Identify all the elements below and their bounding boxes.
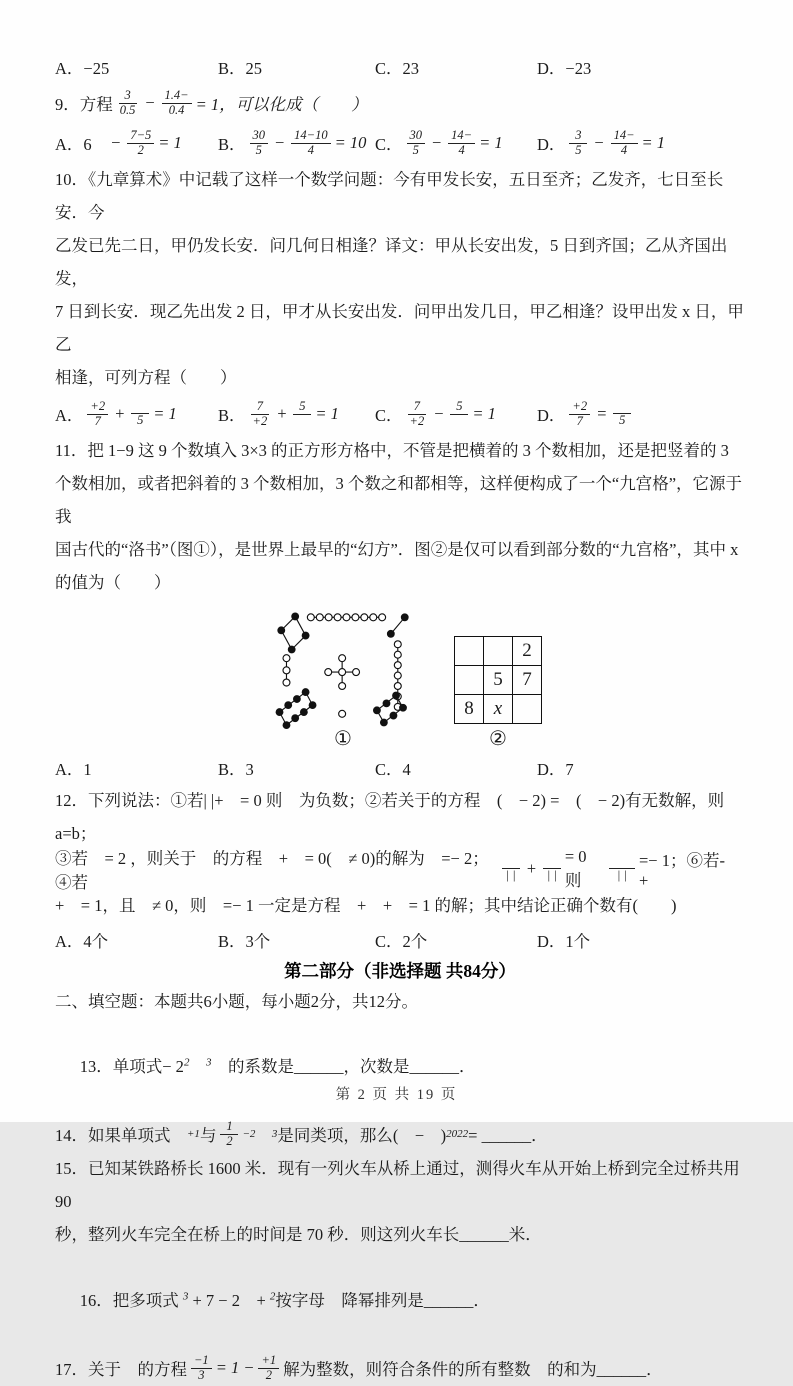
q11-option-b: B．3 [218,759,254,779]
figure-1-label: ① [334,728,352,750]
q11-line-3: 国古代的“洛书”（图①），是世界上最早的“幻方”．图②是仅可以看到部分数的“九宫格”，其中 x [55,540,739,559]
q12-options-row [55,923,745,956]
q10-option-c: C． 7 +2 − 5 = 1 [375,399,496,428]
q16-line: 16．把多项式 $^3$ + 7 − 2 + $^2$按字母 降幂排列是______． [79,1290,490,1310]
q9-options-row [55,123,745,163]
q8-options-row [55,50,745,83]
q9-option-b: B． 30 5 − $\frac{14-10}{4}$ = 10 [218,128,367,157]
grid-cell: 5 [484,666,513,695]
q17-line: 17．关于 的方程 $\frac{-1}{3}$ = 1 − $\frac{+1}{2}$ 解为整数，则符合条件的所有整数 的和为______． [55,1353,663,1382]
q15-line-2: 秒，整列火车完全在桥上的时间是 70 秒．则这列火车长______米． [55,1225,542,1244]
fraction: 3 0.5 [119,88,136,117]
fraction: 7 +2 [409,399,425,428]
q12-text-mid: = 0 则 [564,847,591,890]
figure-2-label: ② [489,728,507,750]
fraction: $\frac{7-5}{2}$ [127,129,154,157]
q10-option-a: A． +2 7 + 5 = 1 [55,399,177,428]
q11-option-a: A．1 [55,759,92,779]
fraction: 5 [613,400,631,428]
q9-text-end: = 1，可以化成（ ） [195,95,368,114]
q12-line-1: 12．下列说法：①若| |+ = 0 则 为负数；②若关于的方程 ( − 2) = ( − 2)有无数解，则 a=b； [55,791,729,843]
fraction: $\frac{14-10}{4}$ [291,129,330,157]
q12-option-a: A．4个 [55,931,109,951]
q9-stem [55,83,745,123]
q9-option-c: C． 30 5 − $\frac{14-}{4}$ = 1 [375,128,503,157]
part2-header: 第二部分（非选择题 共84分） [284,961,516,981]
q12-text: ③若 = 2 ，则关于 的方程 + = 0( ≠ 0)的解为 =− 2；④若 [55,849,489,892]
fill-in-section-intro: 二、填空题：本题共6小题，每小题2分，共12分。 [55,992,418,1011]
fraction: 5 [293,400,311,428]
q12-option-c: C．2个 [375,931,428,951]
fraction: $\frac{-1}{3}$ [191,1354,212,1382]
q15-line-1: 15．已知某铁路桥长 1600 米．现有一列火车从桥上通过，测得火车从开始上桥到完全过桥共用 90 [55,1159,744,1211]
q13-line: 13．单项式− $2^2$ $^3$ 的系数是______，次数是______． [79,1056,476,1076]
fraction: +2 7 [87,400,108,428]
fraction: 7 +2 [252,399,268,428]
q9-option-a: A．6 − $\frac{7-5}{2}$ = 1 [55,128,182,157]
q10-line-3: 7 日到长安．现乙先出发 2 日，甲才从长安出发．问甲出发几日，甲乙相逢？设甲出发 x 日，甲乙 [55,302,744,354]
fraction: 5 [131,400,149,428]
q8-option-c: C．23 [375,58,420,78]
fraction: 30 5 [407,129,426,157]
q12-text-end: =− 1；⑥若- + [638,851,742,890]
grid-cell [455,637,484,666]
q10-option-d: D． $\frac{+2}{7}$ = 5 [537,400,745,428]
q14-line: 14．如果单项式 +1 与 1 2 −2 3 是同类项，那么( − ) 2022 = ______． [55,1119,548,1148]
grid-cell: 7 [513,666,542,695]
fraction: | | [609,855,635,883]
luoshu-diagram-image [258,606,428,726]
q12-line-3: + = 1，且 ≠ 0，则 =− 1 一定是方程 + + = 1 的解；其中结论正确个数有( ) [55,896,677,915]
grid-cell-x: x [484,695,513,724]
magic-square-figure [454,636,542,751]
fraction: 1 2 [220,1120,238,1148]
q10-line-4: 相逢，可列方程（ ） [55,368,237,387]
q8-option-a: A．−25 [55,58,110,78]
fraction: 30 5 [250,129,269,157]
grid-cell [484,637,513,666]
q9-option-d: D． 3 5 − $\frac{14-}{4}$ = 1 [537,128,666,157]
q11-option-c: C．4 [375,759,411,779]
fraction: 3 5 [569,129,587,157]
fraction: $\frac{14-}{4}$ [611,129,638,157]
superscript: 3 [182,1290,189,1303]
plus-sign: + [525,859,537,878]
superscript: 2 [183,1056,190,1069]
magic-square-grid [454,636,542,724]
q11-figure [55,601,745,751]
q12-line-2 [55,847,745,892]
grid-cell: 8 [455,695,484,724]
q8-option-d: D．−23 [537,58,592,78]
q10-options-row [55,394,745,434]
minus-sign: − [144,93,156,112]
page-number-footer: 第 2 页 共 19 页 [335,1087,458,1103]
q10-line-1: 10．《九章算术》中记载了这样一个数学问题：今有甲发长安，五日至齐；乙发齐，七日至长安．今 [55,170,724,222]
grid-cell: 2 [513,637,542,666]
fraction: $\frac{1.4-}{0.4}$ [162,89,192,117]
q11-line-1: 11．把 1−9 这 9 个数填入 3×3 的正方形方格中，不管是把横着的 3 个数相加，还是把竖着的 3 [55,441,729,460]
superscript: 2 [269,1290,276,1303]
page-content [55,50,745,1386]
fraction: $\frac{+2}{7}$ [569,400,590,428]
q10-option-b: B． 7 +2 + 5 = 1 [218,399,339,428]
q8-option-b: B．25 [218,58,263,78]
fraction: | | [502,855,520,883]
q9-text: 9．方程 [55,95,113,114]
luoshu-figure [258,606,428,751]
superscript: 3 [205,1056,212,1069]
q12-option-d: D．1个 [537,931,591,951]
q11-option-d: D．7 [537,759,574,779]
grid-cell [513,695,542,724]
fraction: $\frac{+1}{2}$ [258,1354,279,1382]
fraction: $\frac{14-}{4}$ [448,129,475,157]
fraction: | | [543,855,561,883]
q11-line-4: 的值为（ ） [55,573,171,592]
q10-line-2: 乙发已先二日，甲仍发长安．问几何日相逢？译文：甲从长安出发，5 日到齐国；乙从齐国出发， [55,236,728,288]
q12-option-b: B．3个 [218,931,271,951]
q11-options-row [55,751,745,784]
q11-line-2: 个数相加，或者把斜着的 3 个数相加，3 个数之和都相等，这样便构成了一个“九宫格”，它源于我 [55,474,743,526]
grid-cell [455,666,484,695]
fraction: 5 [450,400,468,428]
